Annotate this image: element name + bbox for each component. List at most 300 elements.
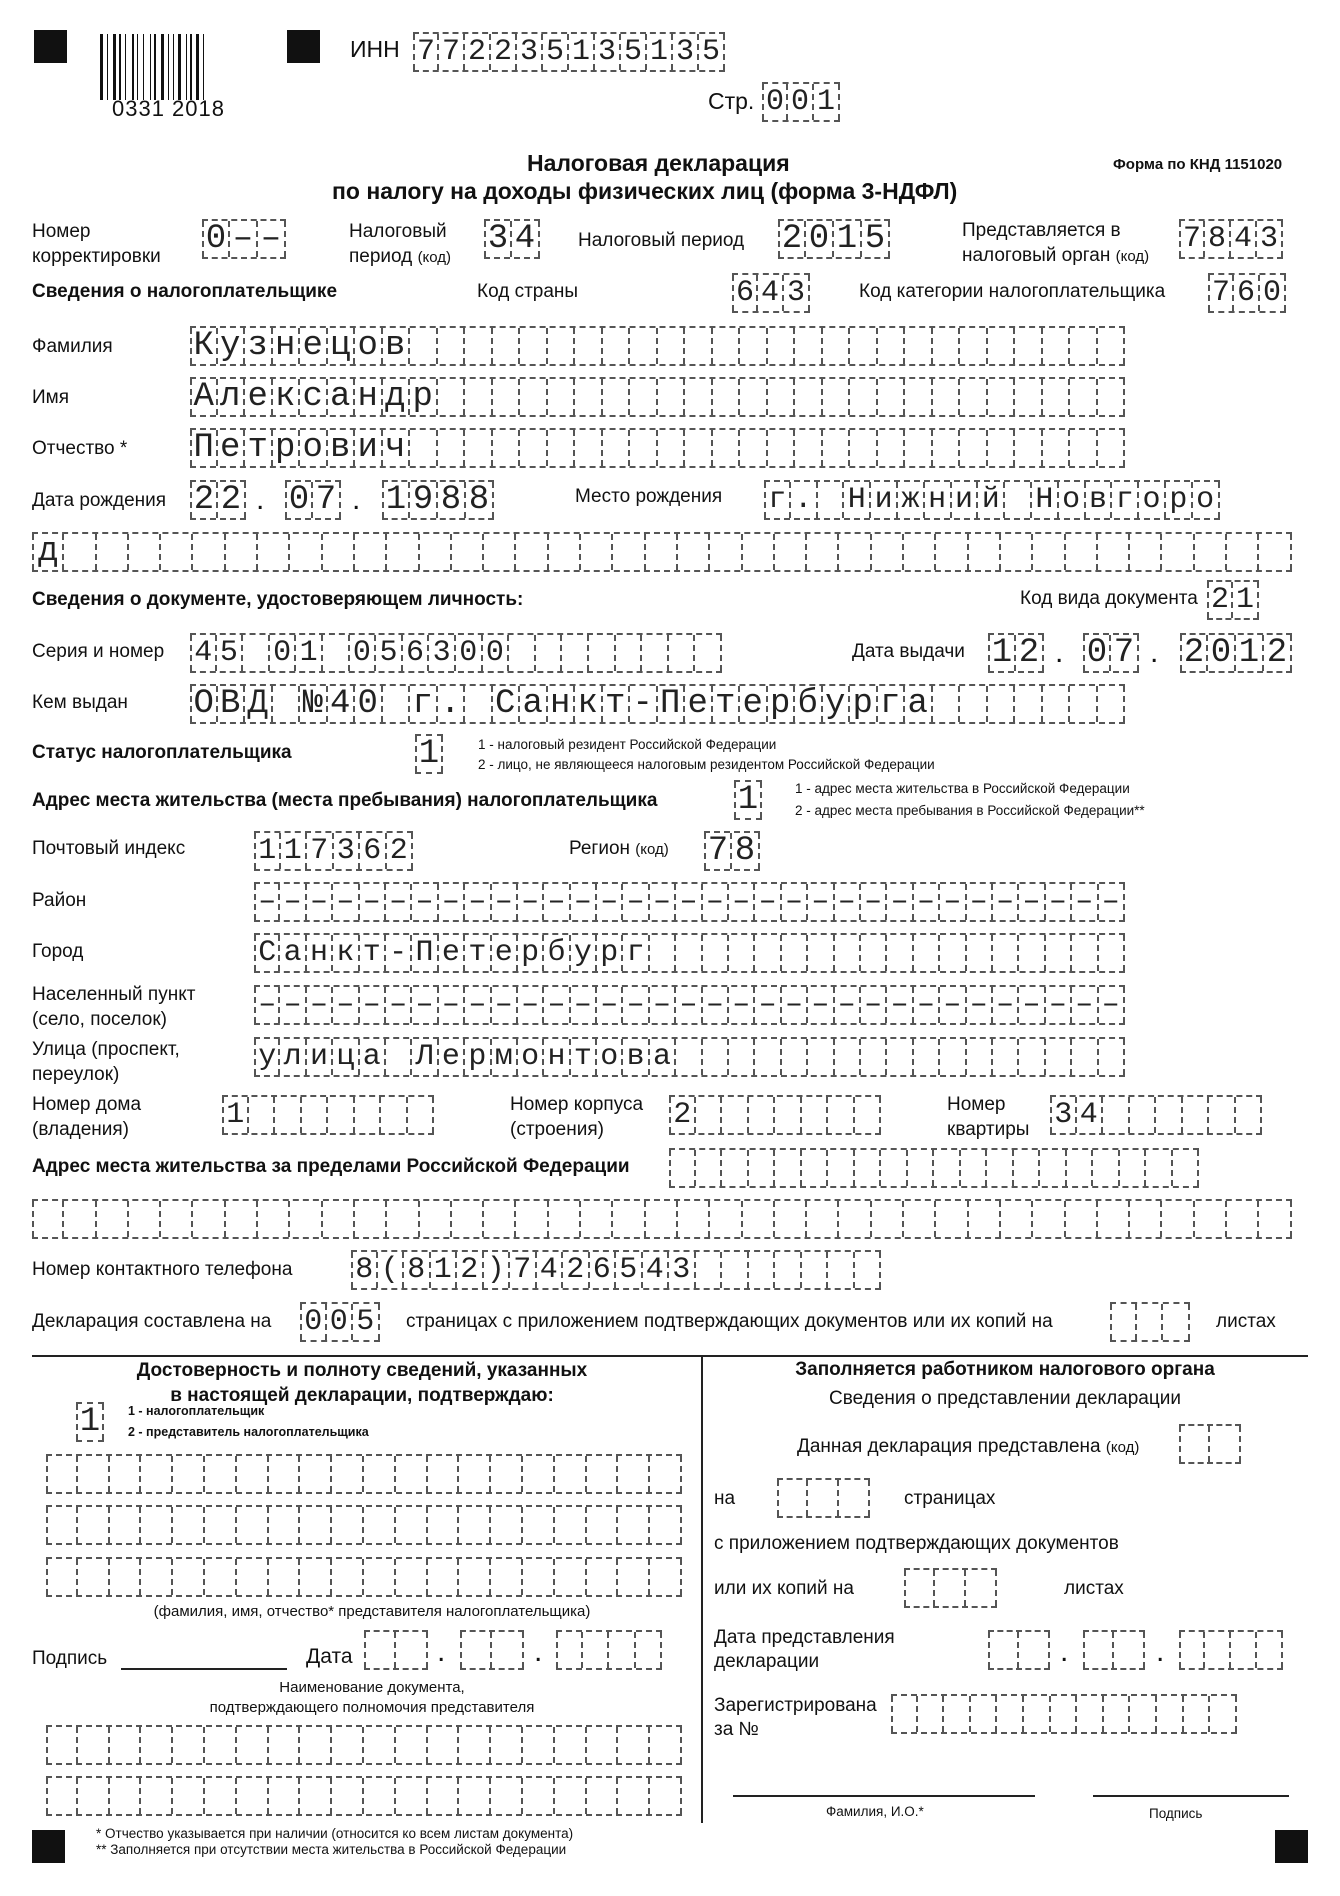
char-cell[interactable] (1099, 1039, 1125, 1075)
char-cell[interactable]: 8 (404, 1252, 431, 1288)
char-cell[interactable]: г (623, 935, 649, 971)
char-cell[interactable] (1070, 686, 1098, 722)
char-cell[interactable] (904, 534, 936, 570)
char-cell[interactable]: е (439, 1039, 465, 1075)
char-cell[interactable] (549, 1201, 581, 1237)
char-cell[interactable] (1205, 1632, 1231, 1668)
char-cell[interactable] (808, 1039, 834, 1075)
char-cell[interactable]: а (905, 686, 933, 722)
char-cell[interactable] (484, 534, 516, 570)
char-cell[interactable]: – (386, 987, 412, 1023)
char-cell[interactable]: – (307, 987, 333, 1023)
char-cell[interactable]: в (328, 430, 356, 466)
char-cell[interactable]: к (575, 686, 603, 722)
char-cell[interactable]: Л (412, 1039, 438, 1075)
char-cell[interactable]: е (492, 935, 518, 971)
char-cell[interactable]: – (1046, 987, 1072, 1023)
char-cell[interactable] (459, 1778, 491, 1814)
char-cell[interactable] (548, 379, 576, 415)
char-cell[interactable] (618, 1727, 650, 1763)
char-cell[interactable] (658, 379, 686, 415)
char-cell[interactable] (460, 1632, 492, 1668)
char-cell[interactable] (1157, 1696, 1184, 1732)
char-cell[interactable]: ж (898, 482, 925, 518)
char-cell[interactable] (548, 328, 576, 364)
foreign-address-cells-2[interactable] (32, 1199, 1292, 1239)
char-cell[interactable]: а (280, 935, 306, 971)
char-cell[interactable] (78, 1778, 110, 1814)
char-cell[interactable] (966, 1570, 997, 1606)
registration-cells[interactable] (891, 1694, 1237, 1734)
issue-month-cells[interactable] (1083, 633, 1139, 673)
char-cell[interactable] (332, 1727, 364, 1763)
char-cell[interactable]: 4 (1077, 1097, 1104, 1133)
char-cell[interactable] (465, 686, 493, 722)
char-cell[interactable] (993, 935, 1019, 971)
char-cell[interactable]: – (914, 987, 940, 1023)
char-cell[interactable] (828, 1150, 855, 1186)
char-cell[interactable] (269, 1727, 301, 1763)
char-cell[interactable]: 1 (734, 782, 762, 818)
char-cell[interactable]: – (412, 884, 438, 920)
char-cell[interactable]: № (300, 686, 328, 722)
char-cell[interactable]: 3 (784, 275, 810, 311)
char-cell[interactable] (355, 1097, 382, 1133)
char-cell[interactable]: 2 (1207, 582, 1233, 618)
char-cell[interactable] (491, 1507, 523, 1543)
char-cell[interactable] (364, 1632, 396, 1668)
char-cell[interactable] (722, 1150, 749, 1186)
birth-place-cells-1[interactable] (764, 480, 1220, 520)
char-cell[interactable] (491, 1778, 523, 1814)
char-cell[interactable]: 1 (647, 34, 673, 70)
char-cell[interactable] (988, 430, 1016, 466)
char-cell[interactable] (1104, 1696, 1131, 1732)
char-cell[interactable]: К (190, 328, 218, 364)
char-cell[interactable] (936, 534, 968, 570)
char-cell[interactable] (878, 430, 906, 466)
char-cell[interactable]: н (548, 686, 576, 722)
char-cell[interactable]: – (1019, 987, 1045, 1023)
char-cell[interactable]: 2 (387, 833, 414, 869)
char-cell[interactable] (855, 1097, 882, 1133)
char-cell[interactable] (1043, 379, 1071, 415)
char-cell[interactable]: и (871, 482, 898, 518)
char-cell[interactable]: 1 (382, 482, 410, 518)
char-cell[interactable] (355, 534, 387, 570)
char-cell[interactable] (562, 635, 589, 671)
char-cell[interactable] (205, 1456, 237, 1492)
char-cell[interactable] (205, 1507, 237, 1543)
char-cell[interactable] (685, 430, 713, 466)
char-cell[interactable] (908, 1150, 935, 1186)
char-cell[interactable] (493, 430, 521, 466)
char-cell[interactable] (1005, 482, 1032, 518)
char-cell[interactable]: – (887, 884, 913, 920)
char-cell[interactable] (491, 1727, 523, 1763)
char-cell[interactable] (555, 1727, 587, 1763)
char-cell[interactable] (396, 1507, 428, 1543)
char-cell[interactable] (323, 1201, 355, 1237)
char-cell[interactable]: – (465, 987, 491, 1023)
char-cell[interactable] (249, 1097, 276, 1133)
char-cell[interactable] (364, 1778, 396, 1814)
char-cell[interactable]: 0 (456, 635, 483, 671)
char-cell[interactable]: у (218, 328, 246, 364)
char-cell[interactable]: 1 (569, 34, 595, 70)
char-cell[interactable] (755, 1039, 781, 1075)
char-cell[interactable]: б (795, 686, 823, 722)
char-cell[interactable]: – (1072, 987, 1098, 1023)
char-cell[interactable] (520, 379, 548, 415)
char-cell[interactable]: ( (378, 1252, 405, 1288)
char-cell[interactable] (987, 1150, 1014, 1186)
char-cell[interactable] (905, 328, 933, 364)
char-cell[interactable]: 2 (1180, 635, 1208, 671)
char-cell[interactable] (881, 1150, 908, 1186)
char-cell[interactable]: - (630, 686, 658, 722)
char-cell[interactable] (678, 534, 710, 570)
char-cell[interactable] (428, 1778, 460, 1814)
char-cell[interactable]: – (967, 987, 993, 1023)
char-cell[interactable]: 7 (313, 482, 341, 518)
char-cell[interactable] (918, 1696, 945, 1732)
char-cell[interactable] (420, 1201, 452, 1237)
issue-day-cells[interactable] (988, 633, 1044, 673)
char-cell[interactable] (878, 379, 906, 415)
char-cell[interactable] (933, 430, 961, 466)
char-cell[interactable] (1098, 328, 1126, 364)
char-cell[interactable] (64, 534, 96, 570)
char-cell[interactable] (782, 1039, 808, 1075)
char-cell[interactable] (523, 1727, 555, 1763)
char-cell[interactable] (258, 1201, 290, 1237)
char-cell[interactable] (1083, 1632, 1114, 1668)
char-cell[interactable] (110, 1727, 142, 1763)
char-cell[interactable] (549, 534, 581, 570)
char-cell[interactable] (878, 328, 906, 364)
char-cell[interactable] (988, 1632, 1019, 1668)
char-cell[interactable]: р (273, 430, 301, 466)
char-cell[interactable] (669, 635, 696, 671)
char-cell[interactable] (523, 1559, 555, 1595)
char-cell[interactable] (328, 1097, 355, 1133)
char-cell[interactable] (855, 1150, 882, 1186)
char-cell[interactable] (46, 1507, 78, 1543)
char-cell[interactable] (933, 379, 961, 415)
series-cells[interactable] (190, 633, 722, 673)
char-cell[interactable]: – (571, 884, 597, 920)
char-cell[interactable] (300, 1778, 332, 1814)
char-cell[interactable] (904, 1201, 936, 1237)
char-cell[interactable] (1043, 686, 1071, 722)
char-cell[interactable] (1077, 1696, 1104, 1732)
char-cell[interactable]: . (791, 482, 818, 518)
char-cell[interactable] (960, 686, 988, 722)
char-cell[interactable] (642, 635, 669, 671)
char-cell[interactable] (110, 1559, 142, 1595)
char-cell[interactable] (914, 935, 940, 971)
char-cell[interactable]: – (386, 884, 412, 920)
char-cell[interactable]: – (280, 987, 306, 1023)
char-cell[interactable] (1015, 686, 1043, 722)
char-cell[interactable]: П (658, 686, 686, 722)
char-cell[interactable] (613, 534, 645, 570)
confirm-day-cells[interactable] (364, 1630, 428, 1670)
char-cell[interactable] (609, 1632, 636, 1668)
char-cell[interactable]: В (218, 686, 246, 722)
country-cells[interactable] (732, 273, 810, 313)
char-cell[interactable]: – (914, 884, 940, 920)
char-cell[interactable] (861, 1039, 887, 1075)
char-cell[interactable] (1259, 1201, 1291, 1237)
char-cell[interactable] (729, 935, 755, 971)
char-cell[interactable]: 1 (431, 1252, 458, 1288)
char-cell[interactable] (290, 534, 322, 570)
char-cell[interactable] (493, 379, 521, 415)
char-cell[interactable]: 1 (254, 833, 281, 869)
char-cell[interactable] (658, 430, 686, 466)
char-cell[interactable]: 1 (76, 1404, 104, 1440)
doc-type-cells[interactable] (1207, 580, 1259, 620)
char-cell[interactable] (795, 328, 823, 364)
char-cell[interactable] (839, 534, 871, 570)
char-cell[interactable] (364, 1456, 396, 1492)
char-cell[interactable] (386, 1039, 412, 1075)
char-cell[interactable]: – (280, 884, 306, 920)
char-cell[interactable]: 0 (1083, 635, 1111, 671)
char-cell[interactable] (520, 430, 548, 466)
char-cell[interactable] (855, 1252, 882, 1288)
char-cell[interactable] (1162, 1201, 1194, 1237)
char-cell[interactable]: ц (333, 1039, 359, 1075)
char-cell[interactable]: – (703, 884, 729, 920)
foreign-address-cells-1[interactable] (669, 1148, 1199, 1188)
char-cell[interactable] (960, 328, 988, 364)
char-cell[interactable] (1257, 1632, 1283, 1668)
char-cell[interactable]: 4 (643, 1252, 670, 1288)
char-cell[interactable] (428, 1727, 460, 1763)
char-cell[interactable] (575, 379, 603, 415)
char-cell[interactable] (1070, 379, 1098, 415)
char-cell[interactable]: т (603, 686, 631, 722)
district-cells[interactable] (254, 882, 1125, 922)
char-cell[interactable] (410, 430, 438, 466)
char-cell[interactable]: – (703, 987, 729, 1023)
sign-line[interactable] (121, 1668, 287, 1670)
char-cell[interactable]: 7 (510, 1252, 537, 1288)
char-cell[interactable] (1070, 430, 1098, 466)
char-cell[interactable]: 2 (190, 482, 218, 518)
char-cell[interactable]: – (940, 987, 966, 1023)
char-cell[interactable]: – (333, 884, 359, 920)
char-cell[interactable] (587, 1456, 619, 1492)
char-cell[interactable]: е (740, 686, 768, 722)
char-cell[interactable]: д (383, 379, 411, 415)
char-cell[interactable]: 0 (270, 635, 297, 671)
authority-day-cells[interactable] (988, 1630, 1050, 1670)
char-cell[interactable] (275, 1097, 302, 1133)
char-cell[interactable] (1210, 1696, 1237, 1732)
char-cell[interactable] (713, 328, 741, 364)
char-cell[interactable]: д (32, 534, 64, 570)
char-cell[interactable] (650, 1456, 682, 1492)
char-cell[interactable] (459, 1727, 491, 1763)
char-cell[interactable] (97, 1201, 129, 1237)
char-cell[interactable]: – (1046, 884, 1072, 920)
char-cell[interactable] (1072, 1039, 1098, 1075)
zip-cells[interactable] (254, 831, 413, 871)
char-cell[interactable]: р (1166, 482, 1193, 518)
char-cell[interactable] (850, 430, 878, 466)
char-cell[interactable] (1015, 328, 1043, 364)
char-cell[interactable]: т (245, 430, 273, 466)
char-cell[interactable]: 0 (285, 482, 313, 518)
char-cell[interactable] (1209, 1097, 1236, 1133)
char-cell[interactable] (940, 1039, 966, 1075)
char-cell[interactable] (302, 1097, 329, 1133)
issued-by-cells[interactable] (190, 684, 1125, 724)
char-cell[interactable] (861, 935, 887, 971)
char-cell[interactable] (1098, 1201, 1130, 1237)
char-cell[interactable]: а (328, 379, 356, 415)
char-cell[interactable]: 7 (307, 833, 334, 869)
char-cell[interactable] (1098, 534, 1130, 570)
char-cell[interactable]: 2 (563, 1252, 590, 1288)
status-cells[interactable] (415, 734, 443, 774)
char-cell[interactable] (64, 1201, 96, 1237)
char-cell[interactable] (887, 935, 913, 971)
char-cell[interactable] (1067, 1150, 1094, 1186)
char-cell[interactable] (1066, 534, 1098, 570)
char-cell[interactable]: – (544, 987, 570, 1023)
char-cell[interactable]: у (254, 1039, 280, 1075)
char-cell[interactable] (300, 1507, 332, 1543)
char-cell[interactable] (78, 1456, 110, 1492)
char-cell[interactable] (110, 1507, 142, 1543)
char-cell[interactable] (193, 534, 225, 570)
char-cell[interactable] (1024, 1696, 1051, 1732)
char-cell[interactable] (173, 1507, 205, 1543)
char-cell[interactable] (364, 1559, 396, 1595)
char-cell[interactable] (835, 1039, 861, 1075)
char-cell[interactable] (161, 1201, 193, 1237)
char-cell[interactable]: 1 (222, 1097, 249, 1133)
char-cell[interactable]: 5 (699, 34, 725, 70)
char-cell[interactable] (678, 1201, 710, 1237)
char-cell[interactable] (658, 328, 686, 364)
char-cell[interactable] (936, 1201, 968, 1237)
char-cell[interactable] (387, 534, 419, 570)
char-cell[interactable]: 2 (669, 1097, 696, 1133)
char-cell[interactable]: – (650, 987, 676, 1023)
char-cell[interactable]: - (386, 935, 412, 971)
char-cell[interactable]: Д (245, 686, 273, 722)
char-cell[interactable] (872, 1201, 904, 1237)
char-cell[interactable] (237, 1727, 269, 1763)
char-cell[interactable]: – (623, 884, 649, 920)
char-cell[interactable]: – (258, 221, 286, 257)
char-cell[interactable] (1195, 534, 1227, 570)
category-cells[interactable] (1208, 273, 1286, 313)
char-cell[interactable] (428, 1507, 460, 1543)
char-cell[interactable] (173, 1456, 205, 1492)
char-cell[interactable]: – (887, 987, 913, 1023)
char-cell[interactable] (807, 1201, 839, 1237)
char-cell[interactable] (1070, 328, 1098, 364)
building-cells[interactable] (669, 1095, 881, 1135)
char-cell[interactable] (1033, 1201, 1065, 1237)
char-cell[interactable]: – (360, 884, 386, 920)
char-cell[interactable] (396, 1727, 428, 1763)
char-cell[interactable] (710, 534, 742, 570)
char-cell[interactable] (300, 1727, 332, 1763)
char-cell[interactable] (650, 935, 676, 971)
char-cell[interactable]: – (835, 987, 861, 1023)
char-cell[interactable]: 2 (1264, 635, 1292, 671)
char-cell[interactable] (332, 1507, 364, 1543)
char-cell[interactable] (1163, 1304, 1190, 1340)
char-cell[interactable] (1093, 1150, 1120, 1186)
char-cell[interactable]: – (571, 987, 597, 1023)
char-cell[interactable]: а (360, 1039, 386, 1075)
rep-doc-cells-2[interactable] (46, 1776, 682, 1816)
char-cell[interactable]: в (383, 328, 411, 364)
char-cell[interactable] (872, 534, 904, 570)
char-cell[interactable]: – (808, 884, 834, 920)
char-cell[interactable]: 8 (438, 482, 466, 518)
char-cell[interactable] (782, 935, 808, 971)
char-cell[interactable]: 0 (355, 686, 383, 722)
char-cell[interactable] (300, 1559, 332, 1595)
char-cell[interactable] (828, 1097, 855, 1133)
char-cell[interactable]: н (307, 935, 333, 971)
char-cell[interactable]: 5 (376, 635, 403, 671)
birth-day-cells[interactable] (190, 480, 246, 520)
char-cell[interactable] (129, 534, 161, 570)
char-cell[interactable] (1098, 379, 1126, 415)
char-cell[interactable] (523, 1778, 555, 1814)
char-cell[interactable]: – (808, 987, 834, 1023)
char-cell[interactable] (777, 1480, 808, 1516)
char-cell[interactable] (630, 430, 658, 466)
char-cell[interactable] (1014, 1150, 1041, 1186)
char-cell[interactable] (452, 534, 484, 570)
char-cell[interactable] (695, 635, 722, 671)
char-cell[interactable]: 1 (988, 635, 1016, 671)
char-cell[interactable]: е (245, 379, 273, 415)
locality-cells[interactable] (254, 985, 1125, 1025)
char-cell[interactable]: – (492, 987, 518, 1023)
char-cell[interactable] (795, 379, 823, 415)
inn-cells[interactable] (413, 32, 725, 72)
char-cell[interactable] (258, 534, 290, 570)
char-cell[interactable]: г (878, 686, 906, 722)
char-cell[interactable] (685, 379, 713, 415)
char-cell[interactable]: – (755, 884, 781, 920)
char-cell[interactable]: 3 (669, 1252, 696, 1288)
char-cell[interactable] (1184, 1696, 1211, 1732)
char-cell[interactable] (988, 686, 1016, 722)
char-cell[interactable]: – (676, 884, 702, 920)
char-cell[interactable] (914, 1039, 940, 1075)
authority-year-cells[interactable] (1179, 1630, 1283, 1670)
char-cell[interactable]: 2 (457, 1252, 484, 1288)
char-cell[interactable] (740, 328, 768, 364)
char-cell[interactable]: 7 (704, 833, 732, 869)
char-cell[interactable] (428, 1559, 460, 1595)
char-cell[interactable] (1195, 1201, 1227, 1237)
